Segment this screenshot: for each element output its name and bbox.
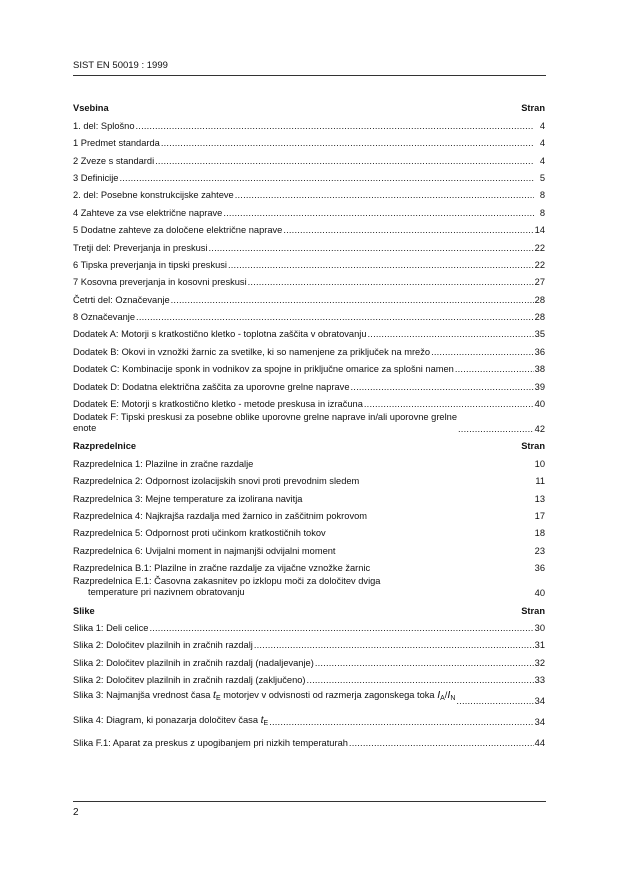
toc-entry-page: 39 xyxy=(534,381,545,392)
toc-entry[interactable] xyxy=(73,270,545,287)
toc-entry-label: Slika F.1: Aparat za preskus z upogibanjem pri nizkih temperaturah xyxy=(73,738,348,749)
toc-entry-label: Četrti del: Označevanje xyxy=(73,294,170,305)
toc-entry[interactable] xyxy=(73,451,545,468)
toc-entry-page: 27 xyxy=(534,277,545,288)
toc-entry[interactable] xyxy=(73,521,545,538)
toc-entry[interactable] xyxy=(73,148,545,165)
toc-entry-label: 3 Definicije xyxy=(73,172,119,183)
leader-dots xyxy=(223,208,534,218)
leader-dots xyxy=(171,295,534,305)
toc-entry[interactable] xyxy=(73,469,545,486)
table-of-contents xyxy=(73,96,545,748)
figures-list xyxy=(73,616,545,686)
leader-dots xyxy=(235,190,534,200)
toc-entry-page: 40 xyxy=(534,588,545,599)
toc-entry-page: 28 xyxy=(534,294,545,305)
leader-dots xyxy=(155,156,534,166)
toc-entry-label-continued: zagonskega toka xyxy=(364,690,435,701)
toc-entry-page: 30 xyxy=(534,622,545,633)
toc-entry-page: 4 xyxy=(539,120,545,131)
toc-entry-label: Slika 2: Določitev plazilnih in zračnih razdalj xyxy=(73,640,253,651)
toc-entry-label: 7 Kosovna preverjanja in kosovni preskusi xyxy=(73,277,247,288)
toc-entry[interactable] xyxy=(73,616,545,633)
toc-entry-label: Slika 3: Najmanjša vrednost časa xyxy=(73,690,211,701)
symbol-t-subscript: E xyxy=(215,695,221,703)
symbol-t: t xyxy=(213,689,216,702)
contents-page-column: Stran xyxy=(521,103,545,114)
toc-entry-label: 1. del: Splošno xyxy=(73,120,135,131)
toc-entry[interactable] xyxy=(73,183,545,200)
toc-entry-figure-f1[interactable] xyxy=(73,727,545,748)
toc-entry-figure-4[interactable] xyxy=(73,706,545,727)
toc-entry[interactable] xyxy=(73,392,545,409)
leader-dots xyxy=(458,424,534,434)
toc-entry[interactable] xyxy=(73,374,545,391)
symbol-t: t xyxy=(260,714,264,727)
footer-rule xyxy=(73,801,546,802)
leader-dots xyxy=(315,658,534,668)
leader-dots xyxy=(431,347,534,357)
leader-dots xyxy=(136,312,534,322)
toc-entry-label: Dodatek F: Tipski preskusi za posebne oblike uporovne grelne naprave in/ali uporovne grelne xyxy=(73,412,457,423)
toc-entry-page: 23 xyxy=(534,545,545,556)
toc-entry-page: 36 xyxy=(534,346,545,357)
toc-entry[interactable] xyxy=(73,305,545,322)
figures-heading xyxy=(73,598,545,615)
toc-entry-table-e1[interactable] xyxy=(73,573,545,598)
symbol-slash: / xyxy=(444,690,448,701)
toc-entry-page: 32 xyxy=(534,657,545,668)
toc-entry-label: Slika 2: Določitev plazilnih in zračnih razdalj (zaključeno) xyxy=(73,675,306,686)
header-rule xyxy=(73,75,546,76)
toc-entry[interactable] xyxy=(73,166,545,183)
toc-entry-page: 11 xyxy=(535,476,545,487)
toc-entry-page: 35 xyxy=(534,329,545,340)
toc-entry-label: Razpredelnica 2: Odpornost izolacijskih snovi proti prevodnim sledem xyxy=(73,476,360,487)
toc-entry[interactable] xyxy=(73,200,545,217)
toc-entry-page: 38 xyxy=(534,364,545,375)
toc-entry-label: 8 Označevanje xyxy=(73,312,136,323)
toc-entry-label: 6 Tipska preverjanja in tipski preskusi xyxy=(73,259,227,270)
toc-entry[interactable] xyxy=(73,357,545,374)
toc-entry-page: 44 xyxy=(534,738,545,749)
leader-dots xyxy=(455,364,534,374)
toc-entry-page: 14 xyxy=(534,225,545,236)
toc-entry-label: Dodatek D: Dodatna električna zaščita za uporovne grelne naprave xyxy=(73,381,350,392)
contents-list xyxy=(73,113,545,409)
toc-entry-label-end: motorjev v odvisnosti od razmerja xyxy=(223,690,362,701)
symbol-i-subscript: N xyxy=(450,695,456,703)
leader-dots xyxy=(228,260,534,270)
toc-entry-figure-3[interactable] xyxy=(73,685,545,706)
leader-dots xyxy=(307,675,534,685)
toc-entry-label: Dodatek C: Kombinacije sponk in vodnikov za spojne in priključne omarice za splošni namen xyxy=(73,364,454,375)
toc-entry[interactable] xyxy=(73,650,545,667)
tables-title: Razpredelnice xyxy=(73,441,137,452)
toc-entry-page: 8 xyxy=(539,207,545,218)
toc-entry[interactable] xyxy=(73,218,545,235)
toc-entry-label: Razpredelnica 5: Odpornost proti učinkom kratkostičnih tokov xyxy=(73,528,326,539)
toc-entry-label: Razpredelnica E.1: Časovna zakasnitev po izklopu moči za določitev dviga xyxy=(73,576,381,587)
toc-entry-label-continued: temperature pri nazivnem obratovanju xyxy=(88,587,245,598)
toc-entry[interactable] xyxy=(73,538,545,555)
leader-dots xyxy=(364,399,534,409)
toc-entry-label: Razpredelnica B.1: Plazilne in zračne razdalje za vijačne vznožke žarnic xyxy=(73,563,371,574)
toc-entry-page: 36 xyxy=(534,563,545,574)
toc-entry-label: 1 Predmet standarda xyxy=(73,138,160,149)
figures-page-column: Stran xyxy=(521,605,545,616)
toc-entry[interactable] xyxy=(73,131,545,148)
toc-entry-page: 34 xyxy=(534,717,545,728)
toc-entry-label: Razpredelnica 6: Uvijalni moment in najmanjši odvijalni moment xyxy=(73,545,336,556)
toc-entry-page: 22 xyxy=(534,259,545,270)
toc-entry-label: Tretji del: Preverjanja in preskusi xyxy=(73,242,208,253)
toc-entry[interactable] xyxy=(73,504,545,521)
toc-entry-page: 42 xyxy=(534,424,545,435)
toc-entry[interactable] xyxy=(73,322,545,339)
leader-dots xyxy=(209,243,534,253)
toc-entry-label: Slika 2: Določitev plazilnih in zračnih razdalj (nadaljevanje) xyxy=(73,657,314,668)
toc-entry[interactable] xyxy=(73,633,545,650)
toc-entry[interactable] xyxy=(73,556,545,573)
figures-title: Slike xyxy=(73,605,95,616)
toc-entry-label: 2. del: Posebne konstrukcijske zahteve xyxy=(73,190,234,201)
toc-entry-label: 2 Zveze s standardi xyxy=(73,155,155,166)
toc-entry-label-continued: enote xyxy=(73,423,97,434)
toc-entry-page: 4 xyxy=(539,138,545,149)
leader-dots xyxy=(149,623,533,633)
symbol-i-subscript: A xyxy=(440,695,445,703)
tables-heading xyxy=(73,434,545,451)
toc-entry-page: 18 xyxy=(534,528,545,539)
toc-entry-label: Razpredelnica 4: Najkrajša razdalja med žarnico in zaščitnim pokrovom xyxy=(73,510,368,521)
leader-dots xyxy=(368,329,534,339)
toc-entry-annex-f[interactable] xyxy=(73,409,545,434)
toc-entry-label: Razpredelnica 1: Plazilne in zračne razdalje xyxy=(73,458,254,469)
toc-entry-label: Dodatek B: Okovi in vznožki žarnic za svetilke, ki so namenjene za priključek na mrežo xyxy=(73,346,431,357)
toc-entry-label: Slika 4: Diagram, ki ponazarja določitev časa xyxy=(73,715,258,726)
toc-entry-label: Slika 1: Deli celice xyxy=(73,622,149,633)
toc-entry-page: 17 xyxy=(534,510,545,521)
toc-entry-page: 28 xyxy=(534,312,545,323)
toc-entry-page: 40 xyxy=(534,399,545,410)
leader-dots xyxy=(456,696,533,706)
leader-dots xyxy=(254,640,534,650)
toc-entry[interactable] xyxy=(73,113,545,130)
leader-dots xyxy=(136,121,534,131)
leader-dots xyxy=(161,138,534,148)
toc-entry-page: 4 xyxy=(539,155,545,166)
leader-dots xyxy=(119,173,534,183)
leader-dots xyxy=(351,382,534,392)
toc-entry[interactable] xyxy=(73,339,545,356)
leader-dots xyxy=(283,225,533,235)
symbol-i: I xyxy=(447,689,451,702)
leader-dots xyxy=(248,277,534,287)
symbol-i: I xyxy=(437,689,441,702)
toc-entry-page: 22 xyxy=(534,242,545,253)
toc-entry-label: Razpredelnica 3: Mejne temperature za izolirana navitja xyxy=(73,493,303,504)
toc-entry[interactable] xyxy=(73,668,545,685)
toc-entry-page: 5 xyxy=(539,172,545,183)
toc-entry-page: 31 xyxy=(534,640,545,651)
toc-entry[interactable] xyxy=(73,253,545,270)
document-header: SIST EN 50019 : 1999 xyxy=(73,60,168,71)
toc-entry-page: 34 xyxy=(534,696,545,707)
toc-entry-label: 5 Dodatne zahteve za določene električne naprave xyxy=(73,225,283,236)
toc-entry[interactable] xyxy=(73,486,545,503)
toc-entry-page: 13 xyxy=(534,493,545,504)
toc-entry[interactable] xyxy=(73,287,545,304)
toc-entry[interactable] xyxy=(73,235,545,252)
toc-entry-label: 4 Zahteve za vse električne naprave xyxy=(73,207,223,218)
toc-entry-page: 33 xyxy=(534,675,545,686)
symbol-t-subscript: E xyxy=(263,720,269,728)
leader-dots xyxy=(349,738,534,748)
toc-entry-label: Dodatek E: Motorji s kratkostično kletko - metode preskusa in izračuna xyxy=(73,399,363,410)
leader-dots xyxy=(269,717,533,727)
tables-page-column: Stran xyxy=(521,441,545,452)
toc-entry-page: 8 xyxy=(539,190,545,201)
contents-title: Vsebina xyxy=(73,103,109,114)
tables-list xyxy=(73,451,545,573)
contents-heading xyxy=(73,96,545,113)
page-number: 2 xyxy=(73,807,79,818)
toc-entry-label: Dodatek A: Motorji s kratkostično kletko - toplotna zaščita v obratovanju xyxy=(73,329,367,340)
toc-entry-page: 10 xyxy=(534,458,545,469)
